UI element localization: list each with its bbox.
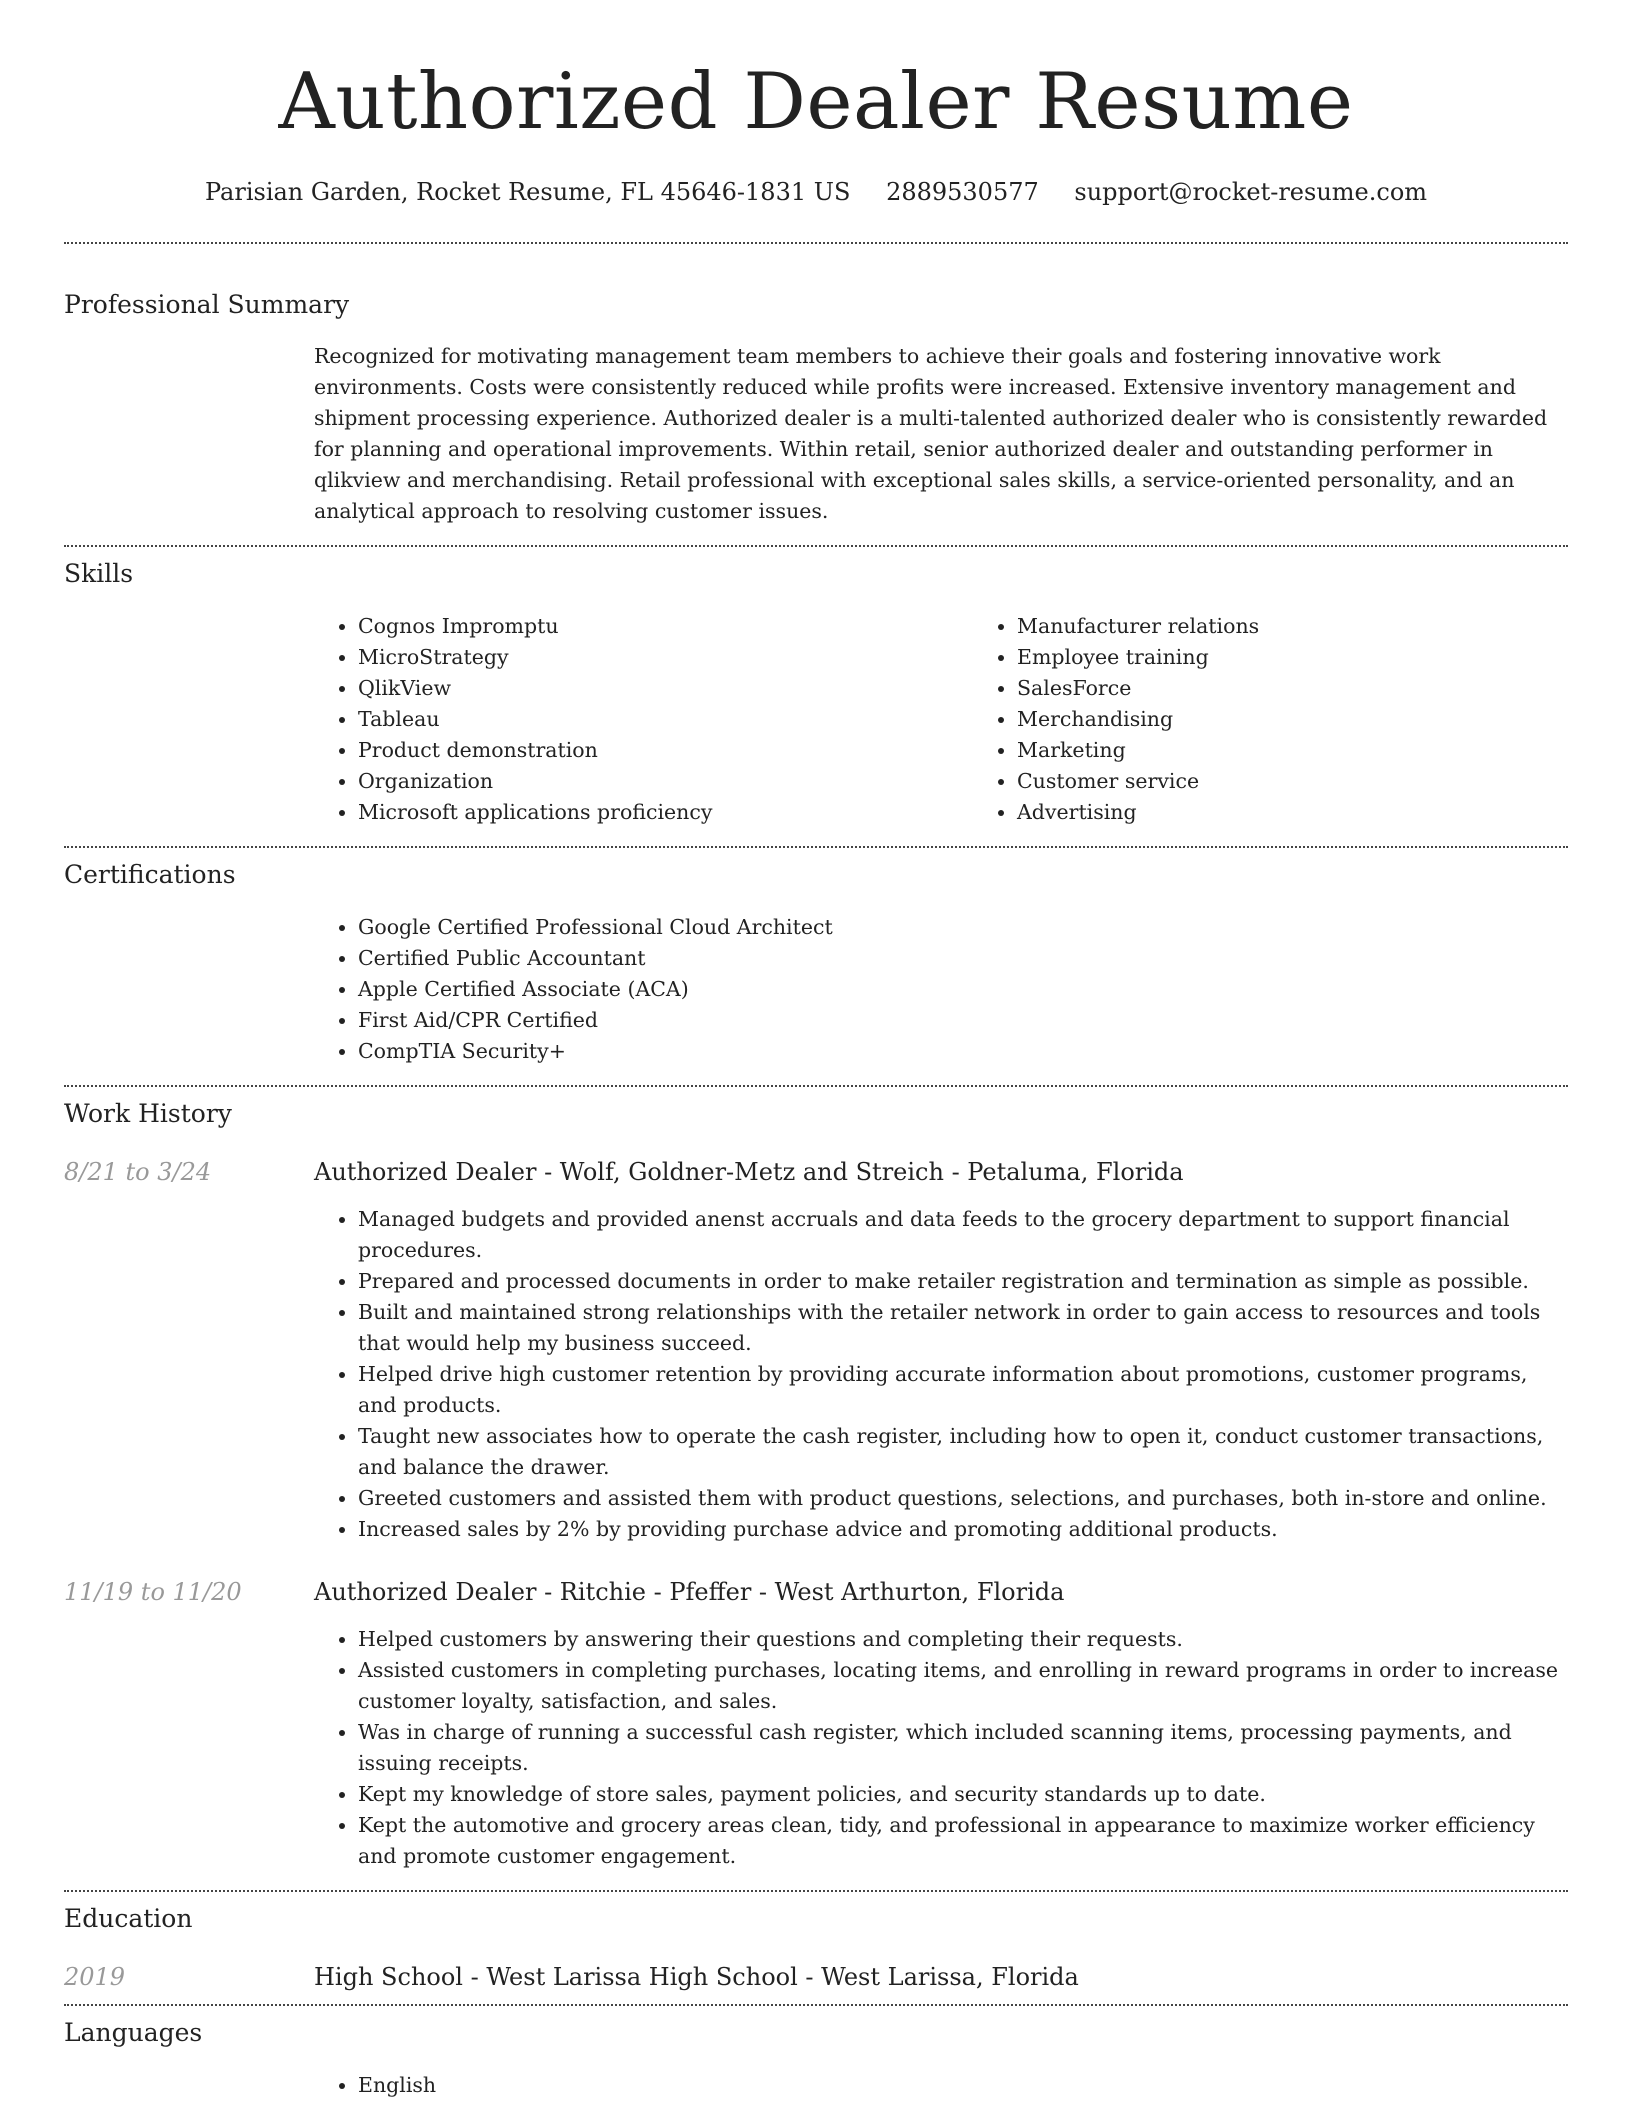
certification-item: • Google Certified Professional Cloud Architect [358,912,1568,943]
languages-heading: Languages [64,2018,203,2047]
job-bullet: • Assisted customers in completing purchases, locating items, and enrolling in reward programs in order to increase customer loyalty, satisfaction, and sales. [358,1655,1568,1717]
skill-item: • MicroStrategy [358,642,973,673]
job-bullet: • Helped drive high customer retention by providing accurate information about promotions, customer programs, and products. [358,1359,1568,1421]
certification-item: • First Aid/CPR Certified [358,1005,1568,1036]
languages-list [314,2070,1568,2101]
job-bullet: • Managed budgets and provided anenst accruals and data feeds to the grocery department to support financial procedures. [358,1204,1568,1266]
skills-list-right [973,611,1632,828]
job-bullet: • Built and maintained strong relationships with the retailer network in order to gain access to resources and tools that would help my business succeed. [358,1297,1568,1359]
skill-item: • Cognos Impromptu [358,611,973,642]
job-title: Authorized Dealer - Wolf, Goldner-Metz and Streich - Petaluma, Florida [314,1158,1184,1186]
work-section [64,1087,1568,1890]
education-section [64,1892,1568,2004]
skill-item: • Product demonstration [358,735,973,766]
job-bullet: • Increased sales by 2% by providing purchase advice and promoting additional products. [358,1514,1568,1545]
job-entry [64,1155,1568,1545]
job-dates: 8/21 to 3/24 [64,1158,212,1186]
job-bullet: • Taught new associates how to operate the cash register, including how to open it, conduct customer transactions, and balance the drawer. [358,1421,1568,1483]
contact-phone: 2889530577 [886,178,1039,206]
education-entry: High School - West Larissa High School - West Larissa, Florida [314,1963,1079,1991]
work-heading: Work History [64,1099,232,1128]
summary-text: Recognized for motivating management team members to achieve their goals and fostering innovative work environments. Costs were consistently reduced while profits were increased. Extensive inventory management and shipment processing experience. Authorized dealer is a multi-talented authorized dealer who is consistently rewarded for planning and operational improvements. Within retail, senior authorized dealer and outstanding performer in qlikview and merchandising. Retail professional with exceptional sales skills, a service-oriented personality, and an analytical approach to resolving customer issues. [314,344,1548,523]
skill-item: • Tableau [358,704,973,735]
skills-heading: Skills [64,559,134,588]
skill-item: • Microsoft applications proficiency [358,797,973,828]
job-dates: 11/19 to 11/20 [64,1578,242,1606]
job-bullets [314,1624,1568,1872]
skill-item: • Advertising [1017,797,1632,828]
skill-item: • SalesForce [1017,673,1632,704]
skills-list-left [314,611,973,828]
job-bullet: • Kept my knowledge of store sales, payment policies, and security standards up to date. [358,1779,1568,1810]
certification-item: • CompTIA Security+ [358,1036,1568,1067]
resume-title: Authorized Dealer Resume [278,57,1354,147]
contact-address: Parisian Garden, Rocket Resume, FL 45646-1831 US [204,178,851,206]
job-bullets [314,1204,1568,1545]
skill-item: • Employee training [1017,642,1632,673]
summary-section [64,244,1568,545]
language-item: • English [358,2070,1568,2101]
skill-item: • Marketing [1017,735,1632,766]
certifications-list [314,912,1568,1067]
job-bullet: • Greeted customers and assisted them with product questions, selections, and purchases, both in-store and online. [358,1483,1568,1514]
job-entry [64,1575,1568,1872]
job-bullet: • Helped customers by answering their questions and completing their requests. [358,1624,1568,1655]
certifications-section [64,848,1568,1085]
skills-section [64,547,1568,846]
skill-item: • Organization [358,766,973,797]
skill-item: • Customer service [1017,766,1632,797]
skill-item: • Manufacturer relations [1017,611,1632,642]
skill-item: • QlikView [358,673,973,704]
languages-section [64,2006,1568,2101]
skill-item: • Merchandising [1017,704,1632,735]
job-bullet: • Kept the automotive and grocery areas clean, tidy, and professional in appearance to maximize worker efficiency and promote customer engagement. [358,1810,1568,1872]
job-title: Authorized Dealer - Ritchie - Pfeffer - West Arthurton, Florida [314,1578,1065,1606]
certification-item: • Certified Public Accountant [358,943,1568,974]
contact-line [64,176,1568,208]
contact-email: support@rocket-resume.com [1074,178,1428,206]
certifications-heading: Certifications [64,860,236,889]
job-bullet: • Prepared and processed documents in order to make retailer registration and termination as simple as possible. [358,1266,1568,1297]
education-year: 2019 [64,1963,126,1991]
education-heading: Education [64,1904,193,1933]
certification-item: • Apple Certified Associate (ACA) [358,974,1568,1005]
summary-heading: Professional Summary [64,290,350,319]
job-bullet: • Was in charge of running a successful cash register, which included scanning items, processing payments, and issuing receipts. [358,1717,1568,1779]
